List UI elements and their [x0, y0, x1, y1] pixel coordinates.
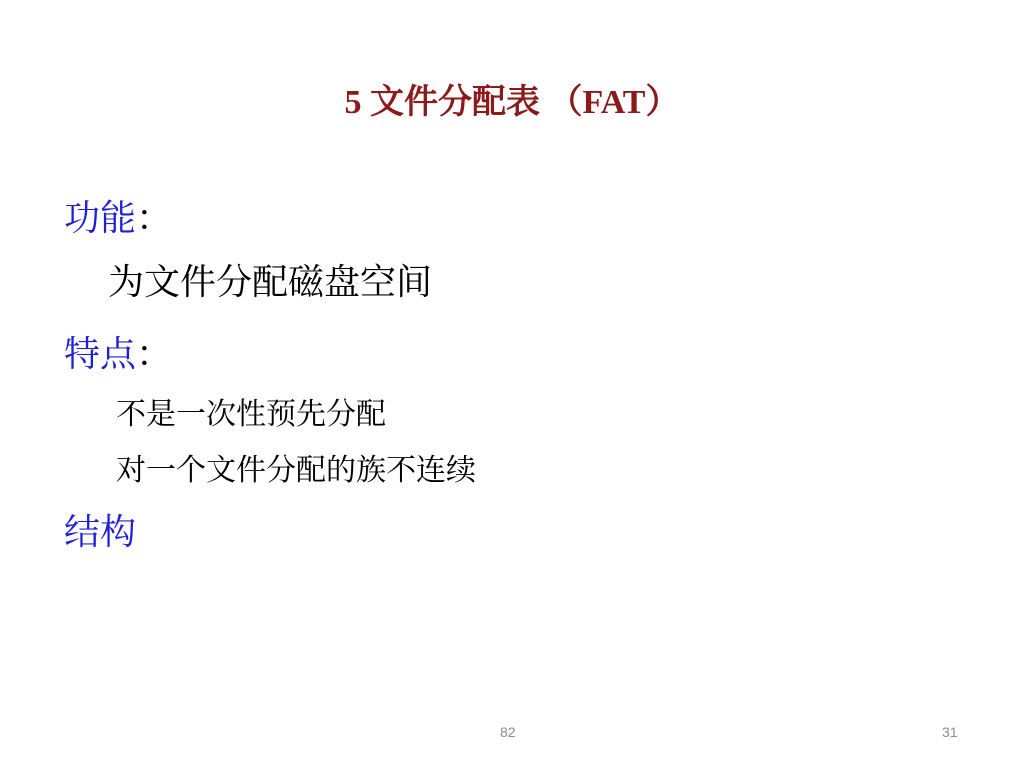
heading-function-label: 功能 — [64, 198, 137, 239]
heading-function-colon: ： — [136, 198, 173, 239]
heading-features — [64, 326, 172, 377]
slide-number: 31 — [942, 724, 958, 740]
heading-features-colon: ： — [136, 334, 173, 375]
heading-function — [64, 190, 172, 241]
footer-page-number: 82 — [500, 724, 516, 740]
body-line-feature-1: 不是一次性预先分配 — [116, 397, 386, 432]
slide-title: 5 文件分配表 （FAT） — [344, 84, 680, 121]
body-line-function: 为文件分配磁盘空间 — [108, 262, 433, 303]
heading-structure: 结构 — [64, 512, 137, 553]
body-line-feature-2: 对一个文件分配的族不连续 — [116, 453, 476, 488]
heading-features-label: 特点 — [64, 334, 137, 375]
